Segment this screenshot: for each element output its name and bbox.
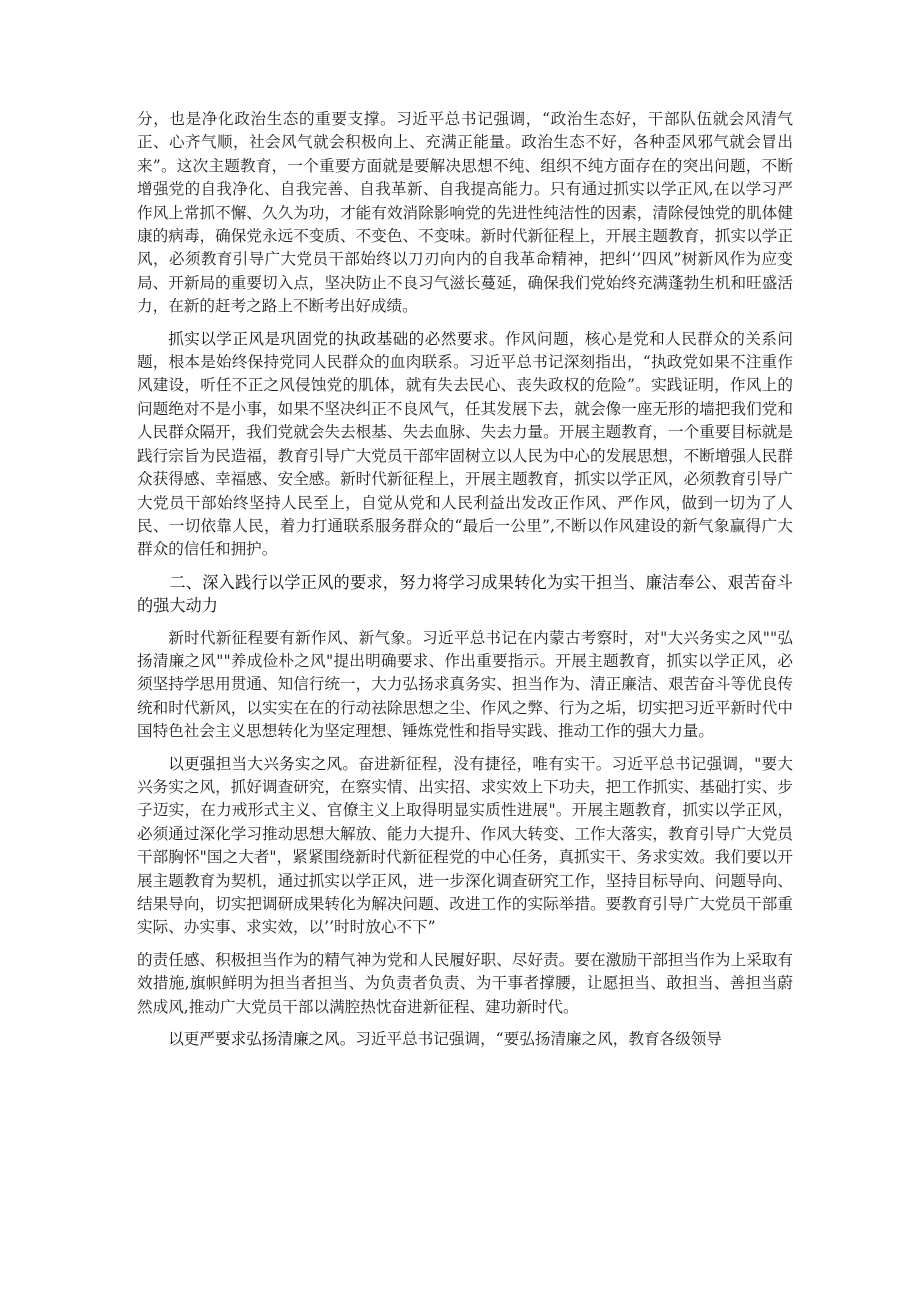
paragraph-5 (137, 949, 793, 1019)
paragraph-5-text: 的责任感、积极担当作为的精气神为党和人民履好职、尽好责。要在激励干部担当作为上采取有效措施,旗帜鲜明为担当者担当、为负责者负责、为干事者撑腰，让愿担当、敢担当、善担当蔚然成风,推动广大党员干部以满腔热忱奋进新征程、建功新时代。 (137, 950, 793, 1016)
paragraph-4-lead: 以更强担当大兴务实之风。 (168, 754, 359, 773)
paragraph-4 (137, 753, 793, 940)
paragraph-4-text: 奋进新征程，没有捷径，唯有实干。习近平总书记强调，"要大兴务实之风，抓好调查研究，在察实情、出实招、求实效上下功夫，把工作抓实、基础打实、步子迈实，在力戒形式主义、官僚主义上取得明显实质性进展"。开展主题教育，抓实以学正风，必须通过深化学习推动思想大解放、能力大提升、作风大转变、工作大落实，教育引导广大党员干部胸怀"国之大者"，紧紧围绕新时代新征程党的中心任务，真抓实干、务求实效。我们要以开展主题教育为契机，通过抓实以学正风，进一步深化调查研究工作，坚持目标导向、问题导向、结果导向，切实把调研成果转化为解决问题、改进工作的实际举措。要教育引导广大党员干部重实际、办实事、求实效，以’’时时放心不下” (137, 754, 793, 937)
paragraph-6-text: 习近平总书记强调，“要弘扬清廉之风，教育各级领导 (355, 1030, 722, 1049)
paragraph-6 (137, 1028, 793, 1051)
section-heading-2 (137, 571, 793, 618)
paragraph-1-text: 分，也是净化政治生态的重要支撑。习近平总书记强调，“政治生态好，干部队伍就会风清气正、心齐气顺，社会风气就会积极向上、充满正能量。政治生态不好，各种歪风邪气就会冒出来”。这次主题教育，一个重要方面就是要解决思想不纯、组织不纯方面存在的突出问题，不断增强党的自我净化、自我完善、自我革新、自我提高能力。只有通过抓实以学正风,在以学习严作风上常抓不懈、久久为功，才能有效消除影响党的先进性纯洁性的因素，清除侵蚀党的肌体健康的病毒，确保党永远不变质、不变色、不变味。新时代新征程上，开展主题教育，抓实以学正风，必须教育引导广大党员干部始终以刀刃向内的自我革命精神，把纠‘’四风”树新风作为应变局、开新局的重要切入点，坚决防止不良习气滋长蔓延，确保我们党始终充满蓬勃生机和旺盛活力，在新的赶考之路上不断考出好成绩。 (137, 110, 793, 316)
paragraph-1 (137, 108, 793, 319)
document-page (137, 108, 793, 1060)
paragraph-3 (137, 627, 793, 744)
section-heading-2-text: 二、深入践行以学正风的要求，努力将学习成果转化为实干担当、廉洁奉公、艰苦奋斗的强大动力 (137, 572, 793, 616)
paragraph-3-text: 新时代新征程要有新作风、新气象。习近平总书记在内蒙古考察时，对"大兴务实之风""弘扬清廉之风""养成俭朴之风"提出明确要求、作出重要指示。开展主题教育，抓实以学正风，必须坚持学思用贯通、知信行统一，大力弘扬求真务实、担当作为、清正廉洁、艰苦奋斗等优良传统和时代新风，以实实在在的行动祛除思想之尘、作风之弊、行为之垢，切实把习近平新时代中国特色社会主义思想转化为坚定理想、锤炼党性和指导实践、推动工作的强大力量。 (137, 628, 793, 741)
paragraph-2 (137, 328, 793, 562)
paragraph-6-lead: 以更严要求弘扬清廉之风。 (168, 1030, 356, 1049)
paragraph-2-lead: 抓实以学正风是巩固党的执政基础的必然要求。 (168, 329, 505, 348)
paragraph-2-text: 作风问题，核心是党和人民群众的关系问题，根本是始终保持党同人民群众的血肉联系。习近平总书记深刻指出，“执政党如果不注重作风建设，听任不正之风侵蚀党的肌体，就有失去民心、丧失政权的危险”。实践证明，作风上的问题绝对不是小事，如果不坚决纠正不良风气，任其发展下去，就会像一座无形的墙把我们党和人民群众隔开，我们党就会失去根基、失去血脉、失去力量。开展主题教育，一个重要目标就是践行宗旨为民造福，教育引导广大党员干部牢固树立以人民为中心的发展思想，不断增强人民群众获得感、幸福感、安全感。新时代新征程上，开展主题教育，抓实以学正风，必须教育引导广大党员干部始终坚持人民至上，自觉从党和人民利益出发改正作风、严作风，做到一切为了人民、一切依靠人民，着力打通联系服务群众的“最后一公里”,不断以作风建设的新气象赢得广大群众的信任和拥护。 (137, 329, 793, 559)
